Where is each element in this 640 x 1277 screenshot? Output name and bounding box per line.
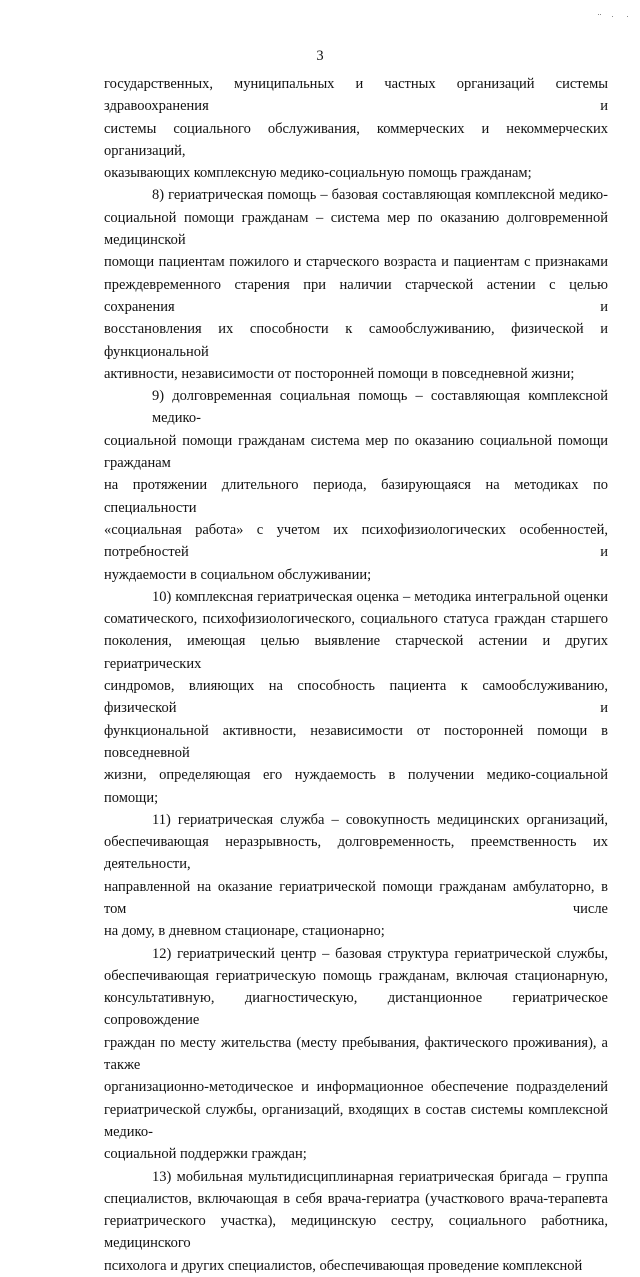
- text-line: специалистов, включающая в себя врача-гериатра (участкового врача-терапевта: [104, 1190, 608, 1207]
- text-line: на дому, в дневном стационаре, стационарно;: [104, 923, 385, 940]
- text-line: социальной помощи гражданам – система мер по оказанию долговременной медицинской: [104, 209, 608, 249]
- page-number: 3: [316, 48, 324, 64]
- text-line: социальной поддержки граждан;: [104, 1146, 307, 1163]
- text-line: направленной на оказание гериатрической помощи гражданам амбулаторно, в том числе: [104, 878, 608, 917]
- text-line: 11) гериатрическая служба – совокупность медицинских организаций,: [152, 811, 608, 828]
- text-line: социальной помощи гражданам система мер по оказанию социальной помощи гражданам: [104, 432, 608, 472]
- text-line: государственных, муниципальных и частных организаций системы здравоохранения и: [104, 76, 608, 115]
- text-line: активности, независимости от посторонней помощи в повседневной жизни;: [104, 365, 575, 382]
- text-line: гериатрической службы, организаций, входящих в состав системы комплексной медико-: [104, 1101, 608, 1140]
- text-line: помощи пациентам пожилого и старческого возраста и пациентам с признаками: [104, 254, 608, 271]
- paragraph-continuation: [104, 73, 608, 184]
- text-line: «социальная работа» с учетом их психофизиологических особенностей, потребностей и: [104, 521, 608, 561]
- text-line: восстановления их способности к самообслуживанию, физической и функциональной: [104, 321, 608, 360]
- text-line: жизни, определяющая его нуждаемость в получении медико-социальной помощи;: [104, 767, 608, 806]
- text-line: соматического, психофизиологического, социального статуса граждан старшего: [104, 611, 608, 628]
- speck: [600, 14, 601, 15]
- document-body: [104, 73, 608, 1277]
- text-line: 12) гериатрический центр – базовая структура гериатрической службы,: [152, 945, 608, 962]
- paragraph-item-10: [104, 586, 608, 809]
- text-line: функциональной активности, независимости от посторонней помощи в повседневной: [104, 722, 608, 761]
- text-line: психолога и других специалистов, обеспечивающая проведение комплексной: [104, 1257, 583, 1274]
- speck: [627, 16, 628, 17]
- text-line: гериатрического участка), медицинскую сестру, социального работника, медицинского: [104, 1213, 608, 1252]
- speck: [612, 16, 613, 17]
- text-line: 10) комплексная гериатрическая оценка – методика интегральной оценки: [152, 588, 608, 605]
- paragraph-item-9: [104, 385, 608, 586]
- text-line: на протяжении длительного периода, базирующаяся на методиках по специальности: [104, 477, 608, 516]
- text-line: 9) долговременная социальная помощь – составляющая комплексной медико-: [152, 388, 608, 427]
- text-line: поколения, имеющая целью выявление старческой астении и других гериатрических: [104, 633, 608, 672]
- text-line: организационно-методическое и информационное обеспечение подразделений: [104, 1079, 608, 1096]
- text-line: 8) гериатрическая помощь – базовая составляющая комплексной медико-: [152, 187, 608, 204]
- text-line: консультативную, диагностическую, дистанционное гериатрическое сопровождение: [104, 990, 608, 1029]
- text-line: 13) мобильная мультидисциплинарная гериатрическая бригада – группа: [152, 1168, 608, 1185]
- paragraph-item-8: [104, 184, 608, 385]
- speck: [598, 14, 599, 15]
- text-line: оказывающих комплексную медико-социальную помощь гражданам;: [104, 165, 532, 182]
- text-line: граждан по месту жительства (месту пребывания, фактического проживания), а также: [104, 1034, 608, 1074]
- text-line: синдромов, влияющих на способность пациента к самообслуживанию, физической и: [104, 678, 608, 717]
- paragraph-item-13: [104, 1166, 608, 1277]
- text-line: нуждаемости в социальном обслуживании;: [104, 566, 372, 583]
- paragraph-item-11: [104, 809, 608, 943]
- text-line: обеспечивающая неразрывность, долговременность, преемственность их деятельности,: [104, 834, 608, 873]
- paragraph-item-12: [104, 943, 608, 1166]
- text-line: системы социального обслуживания, коммерческих и некоммерческих организаций,: [104, 120, 608, 159]
- text-line: обеспечивающая гериатрическую помощь гражданам, включая стационарную,: [104, 967, 608, 984]
- text-line: преждевременного старения при наличии старческой астении с целью сохранения и: [104, 276, 608, 315]
- scan-specks: [598, 12, 638, 18]
